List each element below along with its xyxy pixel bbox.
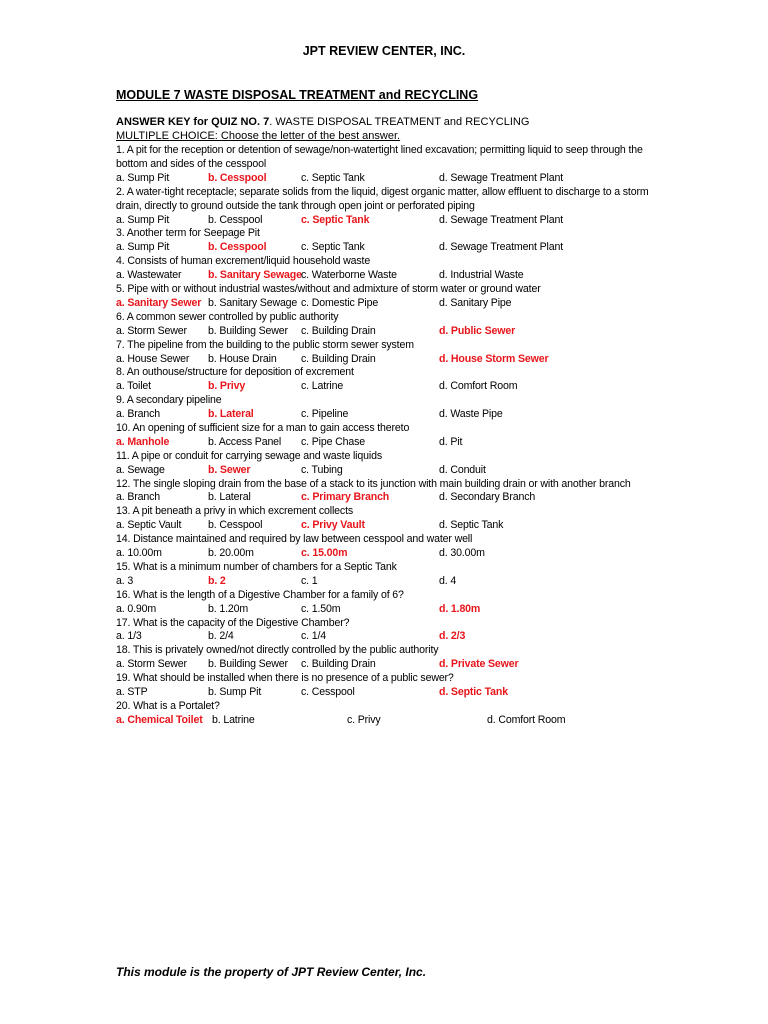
answer-options [116, 464, 656, 478]
answer-options [116, 241, 656, 255]
answer-options [116, 408, 656, 422]
answer-option: c. Domestic Pipe [301, 296, 379, 309]
answer-option: c. Pipe Chase [301, 435, 366, 448]
answer-options [116, 172, 656, 186]
answer-option: d. Sewage Treatment Plant [439, 241, 564, 254]
question-text: 16. What is the length of a Digestive Chamber for a family of 6? [116, 588, 404, 601]
answer-option: c. 1/4 [301, 630, 327, 643]
answer-option: b. 1.20m [208, 602, 249, 615]
correct-answer: b. Privy [208, 380, 246, 393]
correct-answer: d. Private Sewer [439, 658, 519, 671]
correct-answer: b. 2 [208, 574, 226, 587]
answer-key-label: ANSWER KEY for QUIZ NO. 7 [116, 116, 270, 128]
answer-options [116, 380, 656, 394]
answer-option: b. Cesspool [208, 519, 263, 532]
answer-options [116, 214, 656, 228]
answer-option: d. Secondary Branch [439, 491, 536, 504]
question-text: 14. Distance maintained and required by law between cesspool and water well [116, 533, 473, 546]
answer-option: d. Sewage Treatment Plant [439, 171, 564, 184]
answer-options [116, 436, 656, 450]
instruction-line: MULTIPLE CHOICE: Choose the letter of the best answer. [116, 130, 401, 142]
question-text: 2. A water-tight receptacle; separate solids from the liquid, digest organic matter, allow effluent to discharge to a storm drain, directly to ground outside the tank through open joint or perforated piping [116, 185, 649, 212]
question-text: 19. What should be installed when there is no presence of a public sewer? [116, 672, 454, 685]
answer-option: b. Access Panel [208, 435, 282, 448]
answer-option: a. Toilet [116, 380, 151, 393]
answer-option: b. 2/4 [208, 630, 234, 643]
correct-answer: b. Sanitary Sewage [208, 269, 302, 282]
question-text: 10. An opening of sufficient size for a man to gain access thereto [116, 421, 410, 434]
answer-option: b. 20.00m [208, 547, 254, 560]
question-text: 7. The pipeline from the building to the public storm sewer system [116, 338, 414, 351]
answer-option: d. Pit [439, 435, 463, 448]
answer-option: a. STP [116, 686, 148, 699]
answer-option: a. Branch [116, 408, 160, 421]
answer-option: c. Cesspool [301, 686, 355, 699]
question-text: 5. Pipe with or without industrial wastes/without and admixture of storm water or ground water [116, 283, 541, 295]
answer-key-line [116, 116, 529, 128]
answer-options [116, 630, 656, 644]
answer-option: a. 10.00m [116, 547, 162, 560]
correct-answer: d. House Storm Sewer [439, 352, 549, 365]
answer-option: a. Sump Pit [116, 213, 170, 226]
correct-answer: b. Sewer [208, 463, 251, 476]
answer-option: d. Sewage Treatment Plant [439, 213, 564, 226]
answer-option: d. Industrial Waste [439, 269, 524, 282]
answer-option: d. Conduit [439, 463, 486, 476]
answer-option: a. Storm Sewer [116, 658, 187, 671]
answer-options [116, 714, 656, 728]
answer-option: c. Tubing [301, 463, 343, 476]
answer-option: b. Sump Pit [208, 686, 262, 699]
question-text: 18. This is privately owned/not directly controlled by the public authority [116, 644, 439, 657]
question-text: 11. A pipe or conduit for carrying sewage and waste liquids [116, 449, 382, 462]
answer-option: c. Latrine [301, 380, 344, 393]
answer-option: a. Branch [116, 491, 160, 504]
answer-option: c. Pipeline [301, 408, 349, 421]
correct-answer: c. Septic Tank [301, 213, 370, 226]
answer-options [116, 658, 656, 672]
answer-option: a. Septic Vault [116, 519, 182, 532]
answer-option: b. Latrine [212, 713, 255, 726]
answer-options [116, 353, 656, 367]
answer-option: c. 1.50m [301, 602, 341, 615]
answer-options [116, 603, 656, 617]
question-text: 1. A pit for the reception or detention of sewage/non-watertight lined excavation; permitting liquid to seep through the bottom and sides of the cesspool [116, 144, 643, 170]
question-text: 8. An outhouse/structure for deposition of excrement [116, 366, 354, 379]
correct-answer: b. Cesspool [208, 241, 267, 254]
answer-option: a. 1/3 [116, 630, 142, 643]
correct-answer: a. Manhole [116, 435, 170, 448]
answer-options [116, 297, 656, 311]
question-text: 4. Consists of human excrement/liquid household waste [116, 255, 371, 268]
answer-option: d. Comfort Room [487, 713, 566, 726]
answer-option: c. Building Drain [301, 324, 376, 337]
correct-answer: c. Privy Vault [301, 519, 365, 532]
answer-options [116, 269, 656, 283]
answer-option: b. House Drain [208, 352, 277, 365]
answer-option: b. Cesspool [208, 213, 263, 226]
answer-option: c. Building Drain [301, 352, 376, 365]
question-text: 20. What is a Portalet? [116, 699, 220, 712]
answer-options [116, 575, 656, 589]
correct-answer: d. Public Sewer [439, 324, 516, 337]
answer-option: d. Waste Pipe [439, 408, 503, 421]
answer-option: a. Sump Pit [116, 241, 170, 254]
answer-option: c. Septic Tank [301, 171, 365, 184]
answer-options [116, 686, 656, 700]
correct-answer: d. Septic Tank [439, 686, 508, 699]
answer-option: a. Sewage [116, 463, 165, 476]
footer-note: This module is the property of JPT Review Center, Inc. [116, 965, 427, 979]
question-text: 9. A secondary pipeline [116, 394, 222, 407]
correct-answer: c. Primary Branch [301, 491, 390, 504]
answer-options [116, 491, 656, 505]
correct-answer: b. Cesspool [208, 171, 267, 184]
question-text: 15. What is a minimum number of chambers for a Septic Tank [116, 560, 397, 573]
answer-option: c. Septic Tank [301, 241, 365, 254]
answer-option: a. House Sewer [116, 352, 190, 365]
company-header: JPT REVIEW CENTER, INC. [302, 44, 466, 58]
correct-answer: d. 1.80m [439, 602, 481, 615]
answer-option: b. Sanitary Sewage [208, 296, 298, 309]
correct-answer: d. 2/3 [439, 630, 466, 643]
answer-options [116, 547, 656, 561]
answer-option: c. Building Drain [301, 658, 376, 671]
answer-option: b. Building Sewer [208, 658, 288, 671]
answer-options [116, 519, 656, 533]
correct-answer: c. 15.00m [301, 547, 348, 560]
question-list [116, 144, 656, 728]
answer-option: d. 4 [439, 574, 457, 587]
answer-key-topic: . WASTE DISPOSAL TREATMENT and RECYCLING [269, 116, 530, 128]
question-text: 13. A pit beneath a privy in which excrement collects [116, 505, 354, 518]
answer-option: d. Septic Tank [439, 519, 504, 532]
answer-option: d. 30.00m [439, 547, 485, 560]
correct-answer: a. Sanitary Sewer [116, 296, 202, 309]
answer-option: d. Sanitary Pipe [439, 296, 512, 309]
answer-option: c. 1 [301, 574, 318, 587]
question-text: 6. A common sewer controlled by public authority [116, 310, 339, 323]
correct-answer: b. Lateral [208, 408, 254, 421]
answer-option: c. Privy [347, 713, 381, 726]
answer-option: a. 0.90m [116, 602, 157, 615]
correct-answer: a. Chemical Toilet [116, 713, 203, 726]
answer-option: d. Comfort Room [439, 380, 518, 393]
answer-option: c. Waterborne Waste [301, 269, 397, 282]
answer-option: b. Building Sewer [208, 324, 288, 337]
answer-options [116, 325, 656, 339]
question-text: 3. Another term for Seepage Pit [116, 227, 260, 240]
answer-option: a. Storm Sewer [116, 324, 187, 337]
answer-option: a. 3 [116, 574, 134, 587]
answer-option: b. Lateral [208, 491, 251, 504]
question-text: 17. What is the capacity of the Digestive Chamber? [116, 616, 350, 629]
answer-option: a. Wastewater [116, 269, 182, 282]
module-title: MODULE 7 WASTE DISPOSAL TREATMENT and RECYCLING [116, 88, 479, 102]
answer-option: a. Sump Pit [116, 171, 170, 184]
question-text: 12. The single sloping drain from the base of a stack to its junction with main building drain or with another branch [116, 477, 631, 490]
